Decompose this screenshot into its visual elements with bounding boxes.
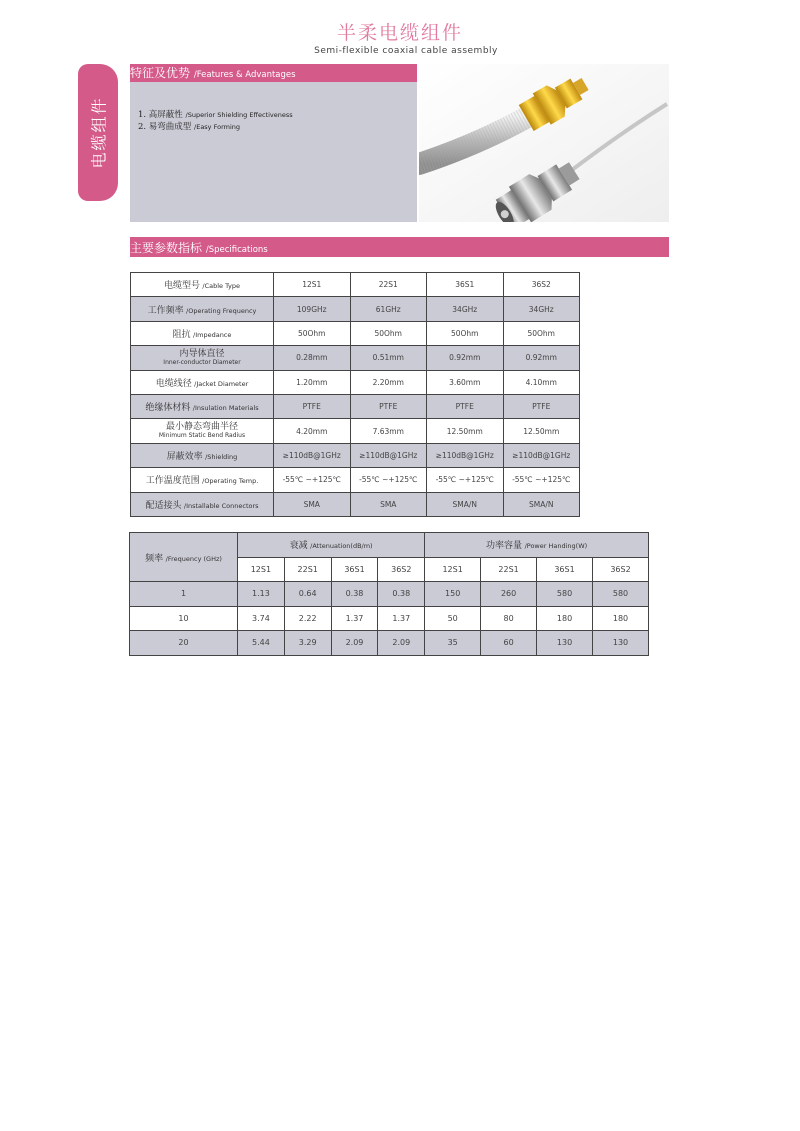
row-label xyxy=(131,492,274,516)
table-cell: 80 xyxy=(481,606,537,631)
row-label-cn: 工作温度范围 xyxy=(145,476,200,487)
column-header: 36S1 xyxy=(537,557,593,582)
table-cell: 50Ohm xyxy=(274,321,351,345)
table-cell: 50Ohm xyxy=(427,321,504,345)
table-cell: ≥110dB@1GHz xyxy=(274,443,351,467)
row-label xyxy=(131,419,274,443)
table-cell: 0.51mm xyxy=(350,346,427,370)
table-cell: 50Ohm xyxy=(503,321,580,345)
row-label-cn: 内导体直径 xyxy=(179,348,225,359)
side-tab-label: 电缆组件 xyxy=(89,96,109,169)
table-cell: 3.29 xyxy=(284,631,331,656)
column-header: 36S2 xyxy=(593,557,649,582)
table-cell: 60 xyxy=(481,631,537,656)
row-label-cn: 电缆线径 xyxy=(155,378,192,389)
table-cell: 580 xyxy=(593,582,649,607)
table-cell: 2.20mm xyxy=(350,370,427,394)
frequency-header-en: /Frequency (GHz) xyxy=(165,554,222,563)
row-label-en: /Shielding xyxy=(205,452,238,461)
table-cell: 7.63mm xyxy=(350,419,427,443)
table-cell: 2.22 xyxy=(284,606,331,631)
table-cell: 1.37 xyxy=(378,606,425,631)
power-header-en: /Power Handing(W) xyxy=(524,542,588,551)
feature-item-en: /Easy Forming xyxy=(194,123,241,131)
table-cell: 34GHz xyxy=(427,297,504,321)
row-label xyxy=(131,468,274,492)
page-title: 半柔电缆组件 xyxy=(336,22,463,44)
table-row xyxy=(131,346,580,370)
table-cell: 580 xyxy=(537,582,593,607)
features-list xyxy=(138,109,293,133)
table-header-row xyxy=(130,533,649,558)
features-heading-en: /Features & Advantages xyxy=(193,70,296,80)
side-tab xyxy=(78,64,118,201)
table-cell: SMA/N xyxy=(503,492,580,516)
table-cell: 3.74 xyxy=(238,606,285,631)
table-row xyxy=(131,419,580,443)
row-label-cn: 配适接头 xyxy=(145,500,182,511)
row-label-en: Minimum Static Bend Radius xyxy=(158,432,246,440)
table-cell: 130 xyxy=(537,631,593,656)
table-cell: -55℃ ~+125℃ xyxy=(427,468,504,492)
table-cell: 50 xyxy=(425,606,481,631)
feature-item-cn: 1. 高屏蔽性 xyxy=(138,110,183,120)
table-cell: 3.60mm xyxy=(427,370,504,394)
table-row xyxy=(131,321,580,345)
attenuation-header xyxy=(238,533,425,558)
table-cell: 50Ohm xyxy=(350,321,427,345)
table-row xyxy=(131,492,580,516)
table-cell: 12.50mm xyxy=(427,419,504,443)
table-cell: -55℃ ~+125℃ xyxy=(350,468,427,492)
frequency-cell: 20 xyxy=(130,631,238,656)
feature-item xyxy=(138,109,293,121)
table-cell: -55℃ ~+125℃ xyxy=(503,468,580,492)
table-cell: SMA xyxy=(350,492,427,516)
features-heading-cn: 特征及优势 xyxy=(130,66,191,80)
table-cell: 1.13 xyxy=(238,582,285,607)
table-row xyxy=(131,443,580,467)
table-cell: 109GHz xyxy=(274,297,351,321)
specifications-table xyxy=(130,272,580,517)
table-cell: 260 xyxy=(481,582,537,607)
table-cell: 0.28mm xyxy=(274,346,351,370)
table-cell: 5.44 xyxy=(238,631,285,656)
row-label xyxy=(131,297,274,321)
specifications-heading-cn: 主要参数指标 xyxy=(130,241,203,255)
table-cell: 1.37 xyxy=(331,606,378,631)
table-cell: ≥110dB@1GHz xyxy=(503,443,580,467)
table-cell: 0.92mm xyxy=(503,346,580,370)
row-label-en: Inner-conductor Diameter xyxy=(163,358,241,366)
table-cell: 4.20mm xyxy=(274,419,351,443)
attenuation-header-cn: 衰减 xyxy=(289,541,308,552)
frequency-header-cn: 频率 xyxy=(145,553,164,564)
table-cell: SMA xyxy=(274,492,351,516)
row-label-cn: 最小静态弯曲半径 xyxy=(165,422,238,433)
column-header: 22S1 xyxy=(481,557,537,582)
specifications-heading-en: /Specifications xyxy=(205,245,268,255)
table-row xyxy=(130,582,649,607)
row-label xyxy=(131,394,274,418)
table-cell: 4.10mm xyxy=(503,370,580,394)
table-cell: 0.38 xyxy=(331,582,378,607)
power-header-cn: 功率容量 xyxy=(486,541,523,552)
table-cell: 12.50mm xyxy=(503,419,580,443)
row-label-en: /Insulation Materials xyxy=(192,404,259,413)
table-row xyxy=(131,370,580,394)
features-panel xyxy=(130,82,417,222)
row-label-en: /Operating Frequency xyxy=(186,306,257,315)
attenuation-power-table xyxy=(129,532,649,656)
table-row xyxy=(130,606,649,631)
power-header xyxy=(425,533,649,558)
column-header: 12S1 xyxy=(425,557,481,582)
table-cell: ≥110dB@1GHz xyxy=(427,443,504,467)
table-cell: 36S2 xyxy=(503,273,580,297)
row-label xyxy=(131,443,274,467)
row-label xyxy=(131,321,274,345)
table-cell: 180 xyxy=(537,606,593,631)
table-row xyxy=(131,468,580,492)
table-cell: 2.09 xyxy=(331,631,378,656)
column-header: 12S1 xyxy=(238,557,285,582)
table-cell: 0.64 xyxy=(284,582,331,607)
row-label xyxy=(131,370,274,394)
table-row xyxy=(131,394,580,418)
row-label-en: /Installable Connectors xyxy=(183,501,259,510)
row-label-en: /Cable Type xyxy=(202,282,241,291)
table-cell: 130 xyxy=(593,631,649,656)
row-label-cn: 阻抗 xyxy=(172,329,191,340)
feature-item xyxy=(138,121,293,133)
table-cell: 0.92mm xyxy=(427,346,504,370)
table-cell: PTFE xyxy=(427,394,504,418)
frequency-cell: 10 xyxy=(130,606,238,631)
features-heading xyxy=(130,64,417,82)
cable-assembly-photo xyxy=(419,64,669,222)
table-cell: 150 xyxy=(425,582,481,607)
table-cell: 0.38 xyxy=(378,582,425,607)
row-label-en: /Jacket Diameter xyxy=(194,379,249,388)
table-cell: 35 xyxy=(425,631,481,656)
table-cell: 34GHz xyxy=(503,297,580,321)
table-cell: 12S1 xyxy=(274,273,351,297)
table-cell: PTFE xyxy=(274,394,351,418)
table-cell: -55℃ ~+125℃ xyxy=(274,468,351,492)
table-cell: 1.20mm xyxy=(274,370,351,394)
feature-item-cn: 2. 易弯曲成型 xyxy=(138,122,192,132)
column-header: 22S1 xyxy=(284,557,331,582)
row-label-en: /Operating Temp. xyxy=(202,477,259,486)
table-row xyxy=(131,297,580,321)
table-cell: 2.09 xyxy=(378,631,425,656)
row-label-cn: 绝缘体材料 xyxy=(145,403,191,414)
column-header: 36S1 xyxy=(331,557,378,582)
frequency-cell: 1 xyxy=(130,582,238,607)
feature-item-en: /Superior Shielding Effectiveness xyxy=(185,111,293,119)
frequency-header xyxy=(130,533,238,582)
table-cell: PTFE xyxy=(503,394,580,418)
table-cell: PTFE xyxy=(350,394,427,418)
row-label-en: /Impedance xyxy=(193,330,232,339)
row-label xyxy=(131,346,274,370)
row-label-cn: 屏蔽效率 xyxy=(166,451,203,462)
column-header: 36S2 xyxy=(378,557,425,582)
row-label xyxy=(131,273,274,297)
page-subtitle: Semi-flexible coaxial cable assembly xyxy=(314,46,498,56)
table-cell: 36S1 xyxy=(427,273,504,297)
attenuation-header-en: /Attenuation(dB/m) xyxy=(310,542,373,551)
table-cell: 22S1 xyxy=(350,273,427,297)
table-row xyxy=(130,631,649,656)
row-label-cn: 电缆型号 xyxy=(163,281,200,292)
table-cell: 61GHz xyxy=(350,297,427,321)
row-label-cn: 工作频率 xyxy=(147,305,184,316)
specifications-heading xyxy=(130,237,669,257)
table-cell: 180 xyxy=(593,606,649,631)
table-row xyxy=(131,273,580,297)
table-cell: SMA/N xyxy=(427,492,504,516)
table-cell: ≥110dB@1GHz xyxy=(350,443,427,467)
